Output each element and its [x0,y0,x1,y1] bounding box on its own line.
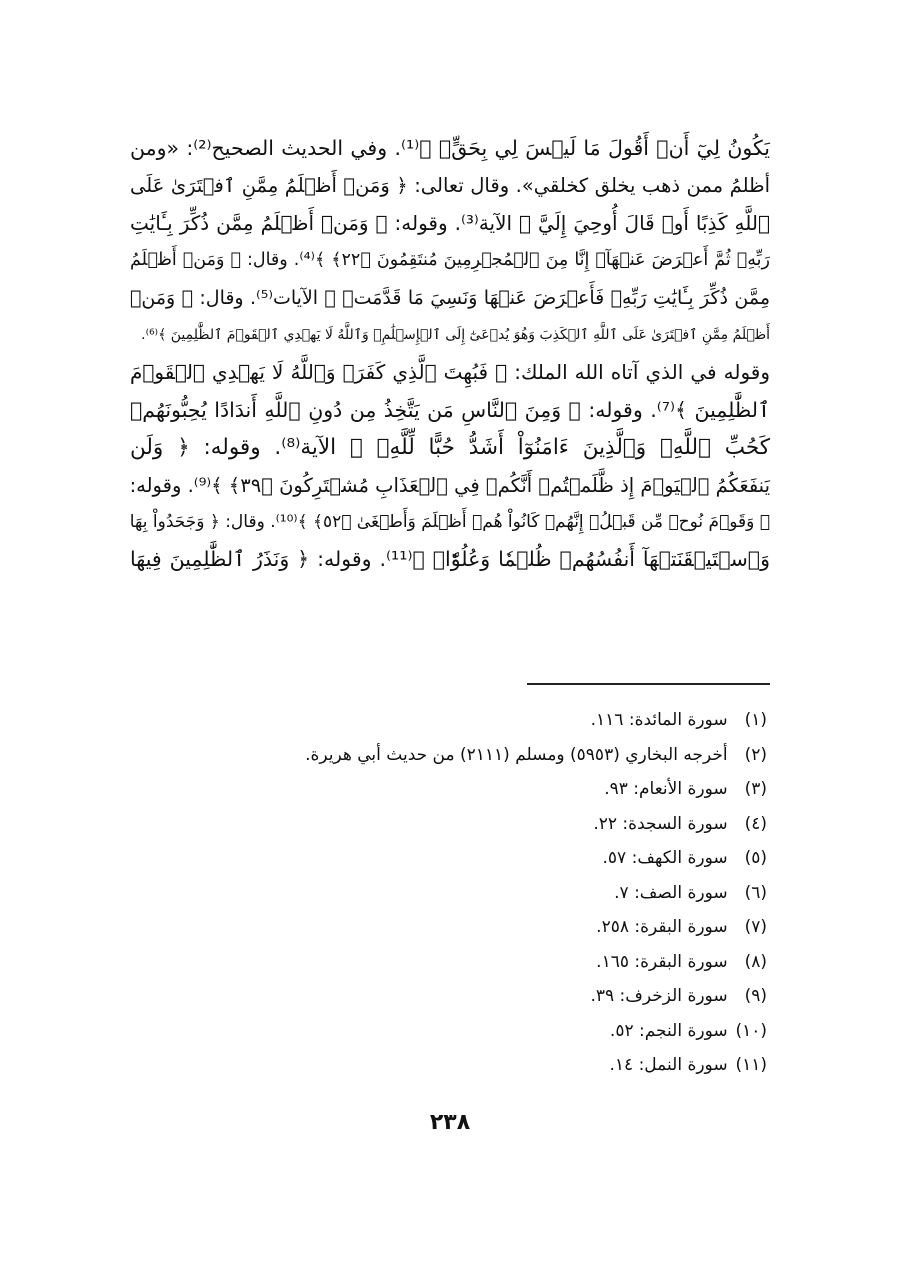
footnote-item [207,945,767,980]
footnote-text: أخرجه البخاري (٥٩٥٣) ومسلم (٢١١١) من حديث أبي هريرة. [305,744,728,765]
page-number: ٢٣٨ [429,1110,471,1135]
footnotes [207,703,767,1083]
footnote-number: (٣) [744,779,767,799]
text-line: وَٱسۡتَيۡقَنَتۡهَآ أَنفُسُهُمۡ ظُلۡمٗا وَعُلُوّٗاۚ ﴾⁽¹¹⁾. وقوله: ﴿ وَنَذَرُ ٱلظَّٰلِمِينَ فِيهَا [130,547,770,572]
footnote-number: (١١) [735,1055,767,1075]
text-line: أظلمُ ممن ذهب يخلق كخلقي». وقال تعالى: ﴿ وَمَنۡ أَظۡلَمُ مِمَّنِ ٱفۡتَرَىٰ عَلَى [130,174,770,198]
footnote-item [207,807,767,842]
footnote-number: (٩) [744,986,767,1006]
footnote-text: سورة الأنعام: ٩٣. [604,779,728,799]
footnote-text: سورة النمل: ١٤. [609,1055,728,1075]
main-text [130,130,770,579]
text-line: أَظۡلَمُ مِمَّنِ ٱفۡتَرَىٰ عَلَى ٱللَّهِ ٱلۡكَذِبَ وَهُوَ يُدۡعَىٰٓ إِلَى ٱلۡإِسۡلَٰمِۚ وَٱللَّهُ لَا يَهۡدِي ٱلۡقَوۡمَ ٱلظَّٰلِمِينَ ﴾⁽⁶⁾. [141,327,770,344]
footnote-item [207,979,767,1014]
footnote-number: (١) [744,710,767,730]
footnote-item [207,1048,767,1083]
footnote-divider [527,683,770,685]
footnote-text: سورة الصف: ٧. [614,882,728,903]
text-line: رَبِّهِۦ ثُمَّ أَعۡرَضَ عَنۡهَآۚ إِنَّا مِنَ ٱلۡمُجۡرِمِينَ مُنتَقِمُونَ ﴿٢٢﴾ ﴾⁽⁴⁾. وقال: ﴿ وَمَنۡ أَظۡلَمُ [130,250,770,271]
footnote-item [207,1014,767,1049]
footnote-number: (١٠) [735,1020,767,1041]
footnote-item [207,772,767,807]
footnote-item [207,910,767,945]
footnote-text: سورة الزخرف: ٣٩. [590,986,728,1006]
footnote-item [207,703,767,738]
footnote-number: (٧) [744,917,767,937]
footnote-item [207,876,767,911]
text-line: ﴿ وَقَوۡمَ نُوحٖ مِّن قَبۡلُۖ إِنَّهُمۡ كَانُواْ هُمۡ أَظۡلَمَ وَأَطۡغَىٰ ﴿٥٢﴾ ﴾⁽¹⁰⁾. وقال: ﴿ وَجَحَدُواْ بِهَا [129,512,770,533]
text-line: وقوله في الذي آتاه الله الملك: ﴿ فَبُهِتَ ٱلَّذِي كَفَرَۗ وَٱللَّهُ لَا يَهۡدِي ٱلۡقَوۡمَ [130,360,770,385]
footnote-number: (٨) [744,951,767,972]
text-line: ٱلظَّٰلِمِينَ ﴾⁽⁷⁾. وقوله: ﴿ وَمِنَ ٱلنَّاسِ مَن يَتَّخِذُ مِن دُونِ ٱللَّهِ أَندَادًا يُحِبُّونَهُمۡ [130,397,770,422]
text-line: كَحُبِّ ٱللَّهِۖ وَٱلَّذِينَ ءَامَنُوٓاْ أَشَدُّ حُبًّا لِّلَّهِۗ ﴾ الآية⁽⁸⁾. وقوله: ﴿ وَلَن [130,435,770,461]
footnote-number: (٤) [744,813,767,834]
text-line: يَنفَعَكُمُ ٱلۡيَوۡمَ إِذ ظَّلَمۡتُمۡ أَنَّكُمۡ فِي ٱلۡعَذَابِ مُشۡتَرِكُونَ ﴿٣٩﴾ ﴾⁽⁹⁾. وقوله: [129,473,770,497]
footnote-text: سورة البقرة: ١٦٥. [596,951,728,972]
footnote-number: (٦) [744,882,767,903]
footnote-text: سورة البقرة: ٢٥٨. [596,917,728,937]
footnote-number: (٥) [744,848,767,868]
footnote-text: سورة الكهف: ٥٧. [602,848,728,868]
footnote-text: سورة السجدة: ٢٢. [593,813,728,834]
text-line: يَكُونُ لِيٓ أَنۡ أَقُولَ مَا لَيۡسَ لِي بِحَقٍّۚ ﴾⁽¹⁾. وفي الحديث الصحيح⁽²⁾: «ومن [130,136,770,160]
footnote-text: سورة المائدة: ١١٦. [590,710,728,730]
text-line: ٱللَّهِ كَذِبًا أَوۡ قَالَ أُوحِيَ إِلَيَّ ﴾ الآية⁽³⁾. وقوله: ﴿ وَمَنۡ أَظۡلَمُ مِمَّن ذُكِّرَ بِـَٔايَٰتِ [130,210,770,235]
footnote-number: (٢) [744,744,767,765]
footnote-text: سورة النجم: ٥٢. [609,1020,728,1041]
footnote-item [207,738,767,773]
footnote-item [207,841,767,876]
text-line: مِمَّن ذُكِّرَ بِـَٔايَٰتِ رَبِّهِۦ فَأَعۡرَضَ عَنۡهَا وَنَسِيَ مَا قَدَّمَتۡ ﴾ الآيات⁽⁵⁾. وقال: ﴿ وَمَنۡ [130,286,770,309]
